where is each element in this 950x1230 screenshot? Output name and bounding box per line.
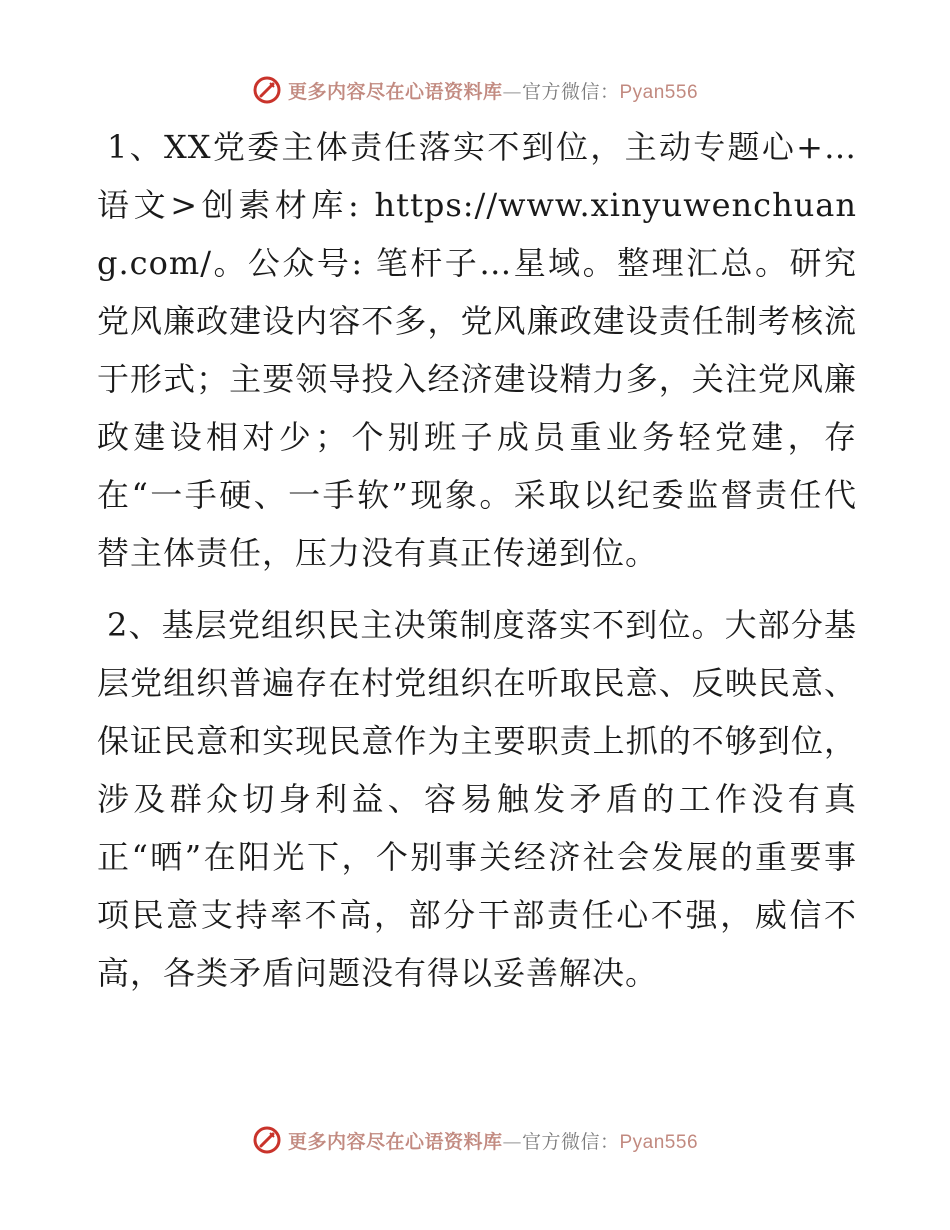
paragraph-2-number: 2、 xyxy=(107,606,162,644)
watermark-account: Pyan556 xyxy=(619,81,699,103)
footer-watermark-banner xyxy=(0,1120,950,1160)
watermark-text xyxy=(288,1127,698,1154)
header-watermark-banner xyxy=(0,70,950,110)
watermark-wechat-label: 官方微信： xyxy=(521,1130,620,1153)
document-body xyxy=(97,118,857,1002)
watermark-wechat-label: 官方微信： xyxy=(521,80,620,103)
pen-logo-icon xyxy=(252,75,282,105)
paragraph-1 xyxy=(97,118,857,582)
paragraph-2-text: 基层党组织民主决策制度落实不到位。大部分基层党组织普遍存在村党组织在听取民意、反映民意、保证民意和实现民意作为主要职责上抓的不够到位，涉及群众切身利益、容易触发矛盾的工作没有真正“晒”在阳光下，个别事关经济社会发展的重要事项民意支持率不高，部分干部责任心不强，威信不高，各类矛盾问题没有得以妥善解决。 xyxy=(97,606,857,992)
watermark-separator: — xyxy=(502,1130,522,1153)
watermark-account: Pyan556 xyxy=(619,1131,699,1153)
watermark-text xyxy=(288,77,698,104)
paragraph-1-number: 1、 xyxy=(107,128,164,166)
watermark-separator: — xyxy=(502,80,522,103)
pen-logo-icon xyxy=(252,1125,282,1155)
paragraph-2 xyxy=(97,596,857,1002)
paragraph-1-text: XX党委主体责任落实不到位，主动专题心+…语文>创素材库: https://www.xinyuwenchuang.com/。公众号: 笔杆子…星域。整理汇总。研究党风廉政建设内容不多，党风廉政建设责任制考核流于形式；主要领导投入经济建设精力多，关注党风廉政建设相对少；个别班子成员重业务轻党建，存在“一手硬、一手软”现象。采取以纪委监督责任代替主体责任，压力没有真正传递到位。 xyxy=(97,128,857,572)
watermark-brand: 更多内容尽在心语资料库 xyxy=(287,80,503,103)
watermark-brand: 更多内容尽在心语资料库 xyxy=(287,1130,503,1153)
